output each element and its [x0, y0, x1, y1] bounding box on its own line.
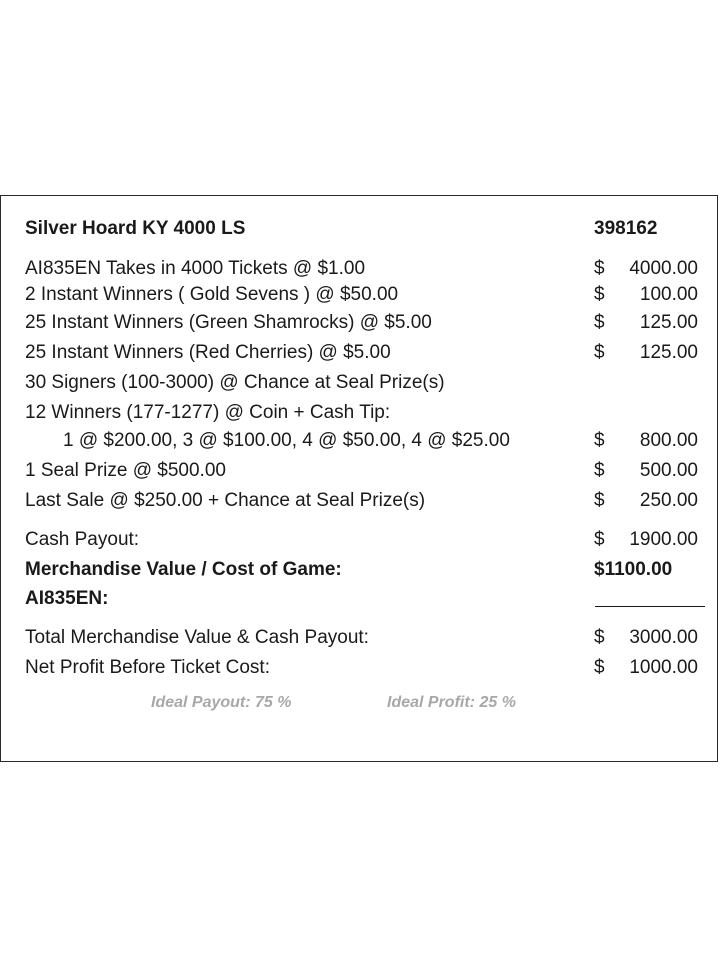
line-amount: 100.00: [639, 284, 698, 305]
total-amount: 3000.00: [629, 627, 698, 648]
currency-sign: $: [594, 490, 605, 511]
line-label: 1 @ $200.00, 3 @ $100.00, 4 @ $50.00, 4 @ $25.00: [63, 430, 510, 451]
game-number: 398162: [594, 218, 658, 239]
line-label: 30 Signers (100-3000) @ Chance at Seal Prize(s): [25, 372, 445, 393]
line-amount: 250.00: [639, 490, 698, 511]
ideal-profit: Ideal Profit: 25 %: [387, 694, 516, 711]
line-item: [1, 456, 719, 486]
total-rule: [595, 606, 705, 607]
net-profit-amount: 1000.00: [629, 657, 698, 678]
line-item: [1, 280, 719, 310]
line-item: [1, 368, 719, 398]
currency-sign: $: [594, 284, 605, 305]
line-label: 25 Instant Winners (Red Cherries) @ $5.00: [25, 342, 391, 363]
game-name: Silver Hoard KY 4000 LS: [25, 218, 246, 239]
merch-value-label: Merchandise Value / Cost of Game:: [25, 559, 342, 580]
total-label: Total Merchandise Value & Cash Payout:: [25, 627, 369, 648]
line-amount: 800.00: [639, 430, 698, 451]
currency-sign: $: [594, 258, 605, 279]
line-amount: 125.00: [639, 312, 698, 333]
line-item: [1, 338, 719, 368]
line-label: 25 Instant Winners (Green Shamrocks) @ $5.00: [25, 312, 432, 333]
payout-card: [0, 195, 718, 762]
net-profit-row: [1, 653, 719, 683]
currency-sign: $: [594, 312, 605, 333]
line-label: Last Sale @ $250.00 + Chance at Seal Prize(s): [25, 490, 426, 511]
line-amount: 4000.00: [629, 258, 698, 279]
cash-payout-amount: 1900.00: [629, 529, 698, 550]
merch-value-amount: $1100.00: [594, 559, 673, 580]
game-code-label: AI835EN:: [25, 588, 109, 609]
line-label: 2 Instant Winners ( Gold Sevens ) @ $50.00: [25, 284, 399, 305]
currency-sign: $: [594, 460, 605, 481]
line-label: AI835EN Takes in 4000 Tickets @ $1.00: [25, 258, 366, 279]
line-label: 1 Seal Prize @ $500.00: [25, 460, 226, 481]
cash-payout-row: [1, 525, 719, 555]
line-item: [1, 486, 719, 516]
line-label: 12 Winners (177-1277) @ Coin + Cash Tip:: [25, 402, 391, 423]
currency-sign: $: [594, 430, 605, 451]
line-item: [1, 426, 719, 456]
currency-sign: $: [594, 342, 605, 363]
line-amount: 500.00: [639, 460, 698, 481]
currency-sign: $: [594, 529, 605, 550]
merch-value-row: [1, 555, 719, 585]
line-item: [1, 398, 719, 428]
line-amount: 125.00: [639, 342, 698, 363]
net-profit-label: Net Profit Before Ticket Cost:: [25, 657, 270, 678]
header-row: [1, 214, 719, 244]
ideal-payout: Ideal Payout: 75 %: [151, 694, 292, 711]
currency-sign: $: [594, 627, 605, 648]
game-code-row: [1, 584, 719, 614]
line-item: [1, 308, 719, 338]
currency-sign: $: [594, 657, 605, 678]
cash-payout-label: Cash Payout:: [25, 529, 140, 550]
total-row: [1, 623, 719, 653]
